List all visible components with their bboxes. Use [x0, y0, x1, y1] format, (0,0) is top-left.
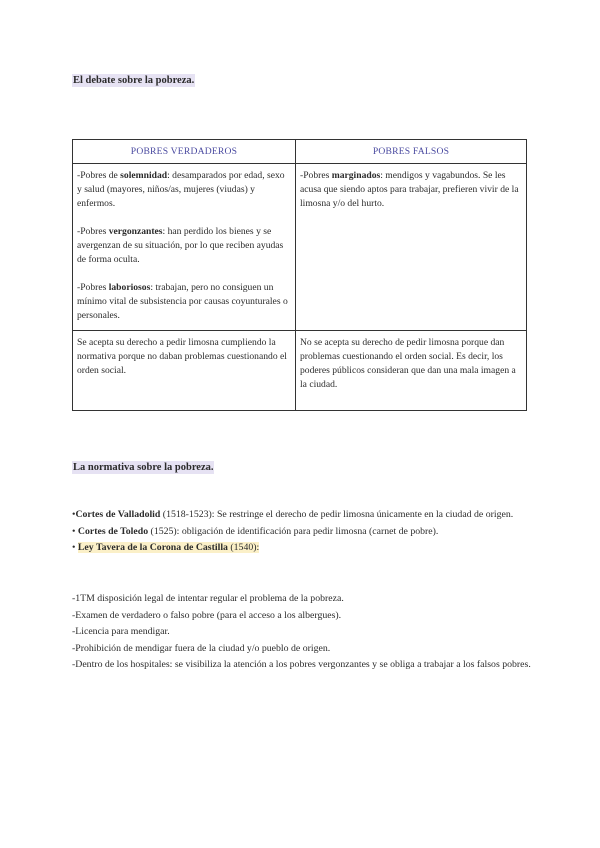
- type-solemnidad: -Pobres de solemnidad: desamparados por edad, sexo y salud (mayores, niños/as, mujeres (viudas) y enfermos.: [77, 170, 285, 209]
- type-vergonzantes: -Pobres vergonzantes: han perdido los bienes y se avergenzan de su situación, por lo que reciben ayudas de forma oculta.: [77, 226, 284, 265]
- list-item: -Licencia para mendigar.: [72, 626, 170, 638]
- cell-falsos-types: [296, 164, 527, 331]
- list-item: -Examen de verdadero o falso pobre (para el acceso a los albergues).: [72, 609, 342, 621]
- type-marginados: -Pobres marginados: mendigos y vagabundos. Se les acusa que siendo aptos para trabajar, prefieren vivir de la limosna y/o del hurto.: [300, 170, 519, 209]
- poverty-table: [72, 139, 527, 411]
- type-laboriosos: -Pobres laboriosos: trabajan, pero no consiguen un mínimo vital de subsistencia por causas coyunturales o personales.: [77, 282, 288, 321]
- cell-verdaderos-types: [73, 164, 296, 331]
- cell-verdaderos-limosna: Se acepta su derecho a pedir limosna cumpliendo la normativa porque no daban problemas cuestionando el orden social.: [73, 331, 296, 411]
- cell-falsos-limosna: No se acepta su derecho de pedir limosna porque dan problemas cuestionando el orden social. Es decir, los poderes públicos consideran que dan una mala imagen a la ciudad.: [296, 331, 527, 411]
- norm-item-valladolid: •Cortes de Valladolid (1518-1523): Se restringe el derecho de pedir limosna únicamente en la ciudad de origen.: [72, 509, 514, 520]
- section-heading-debate: El debate sobre la pobreza.: [73, 75, 195, 86]
- normativa-list: [72, 507, 532, 557]
- header-pobres-verdaderos: POBRES VERDADEROS: [73, 140, 296, 164]
- list-item: -1TM disposición legal de intentar regular el problema de la pobreza.: [72, 593, 344, 604]
- norm-item-tavera: • Ley Tavera de la Corona de Castilla (1540):: [72, 542, 260, 553]
- section-heading-normativa: La normativa sobre la pobreza.: [73, 462, 214, 473]
- list-item: -Prohibición de mendigar fuera de la ciudad y/o pueblo de origen.: [72, 642, 331, 654]
- tavera-details-list: [72, 591, 532, 674]
- list-item: -Dentro de los hospitales: se visibiliza la atención a los pobres vergonzantes y se obliga a trabajar a los falsos pobres.: [72, 659, 531, 671]
- header-pobres-falsos: POBRES FALSOS: [296, 140, 527, 164]
- norm-item-toledo: • Cortes de Toledo (1525): obligación de identificación para pedir limosna (carnet de pobre).: [72, 525, 439, 537]
